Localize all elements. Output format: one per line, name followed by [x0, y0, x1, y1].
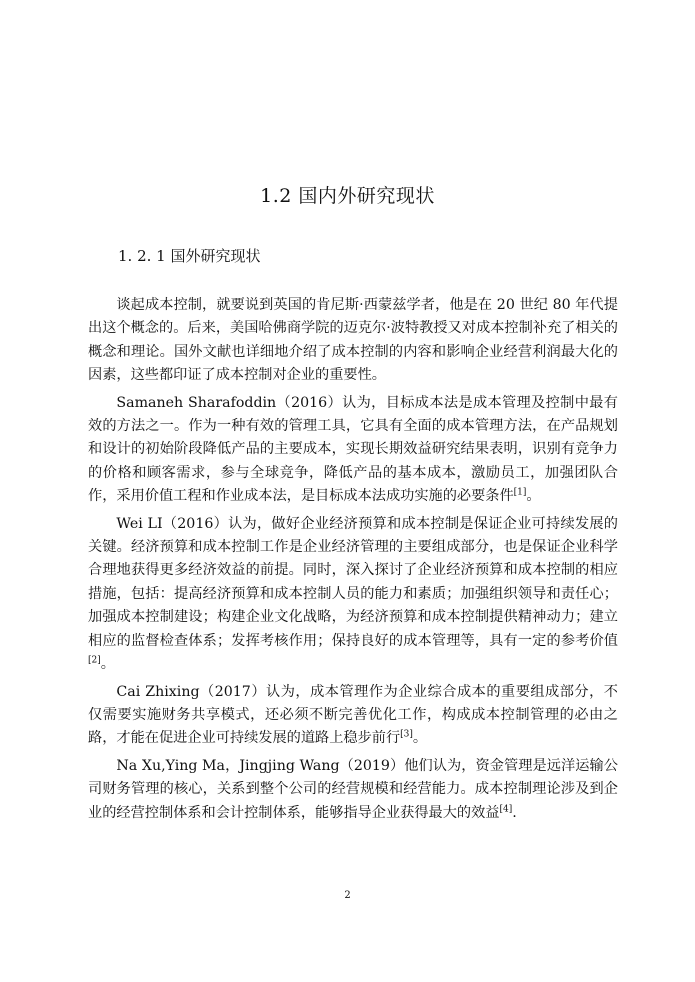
paragraph: Cai Zhixing（2017）认为，成本管理作为企业综合成本的重要组成部分，不仅需要实施财务共享模式，还必须不断完善优化工作，构成成本控制管理的必由之路，才能在促进企业可持续发展的道路上稳步前行[3]。	[88, 683, 618, 747]
page-number: 2	[344, 890, 351, 901]
paragraph: Wei LI（2016）认为，做好企业经济预算和成本控制是保证企业可持续发展的关键。经济预算和成本控制工作是企业经济管理的主要组成部分，也是保证企业科学合理地获得更多经济效益的前提。同时，深入探讨了企业经济预算和成本控制的相应措施，包括：提高经济预算和成本控制人员的能力和素质；加强组织领导和责任心；加强成本控制建设；构建企业文化战略，为经济预算和成本控制提供精神动力；建立相应的监督检查体系；发挥考核作用；保持良好的成本管理等，具有一定的参考价值[2]。	[88, 515, 618, 673]
citation-ref: [4]	[499, 803, 513, 814]
section-title: 1.2 国内外研究现状	[260, 185, 435, 207]
body-text	[88, 294, 618, 829]
citation-ref: [3]	[400, 729, 413, 740]
paragraph: 谈起成本控制，就要说到英国的肯尼斯·西蒙兹学者，他是在 20 世纪 80 年代提出这个概念的。后来，美国哈佛商学院的迈克尔·波特教授又对成本控制补充了相关的概念和理论。国外文献也详细地介绍了成本控制的内容和影响企业经营利润最大化的因素，这些都印证了成本控制对企业的重要性。	[88, 297, 618, 384]
paragraph: Na Xu,Ying Ma，Jingjing Wang（2019）他们认为，资金管理是远洋运输公司财务管理的核心，关系到整个公司的经营规模和经营能力。成本控制理论涉及到企业的经营控制体系和会计控制体系，能够指导企业获得最大的效益[4].	[88, 757, 618, 821]
citation-ref: [2]	[88, 655, 101, 666]
citation-ref: [1]	[513, 487, 527, 498]
paragraph: Samaneh Sharafoddin（2016）认为，目标成本法是成本管理及控制中最有效的方法之一。作为一种有效的管理工具，它具有全面的成本管理方法，在产品规划和设计的初始阶段降低产品的主要成本，实现长期效益研究结果表明，识别有竞争力的价格和顾客需求，参与全球竞争，降低产品的基本成本，激励员工，加强团队合作，采用价值工程和作业成本法，是目标成本法成功实施的必要条件[1]。	[88, 394, 618, 505]
subsection-title: 1. 2. 1 国外研究现状	[118, 247, 261, 265]
